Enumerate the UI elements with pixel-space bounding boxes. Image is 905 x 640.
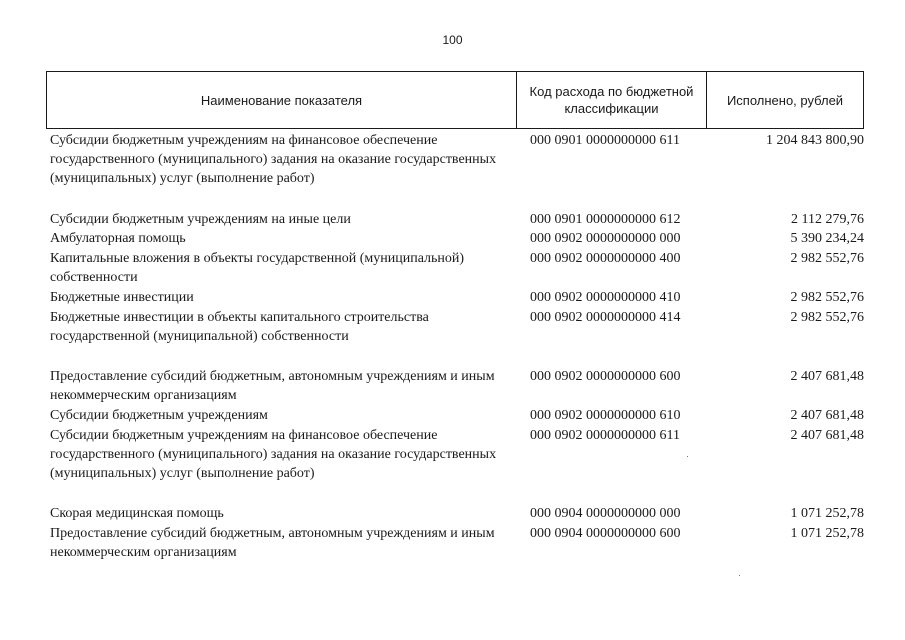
row-code: 000 0902 0000000000 414	[530, 310, 681, 325]
scan-speck	[687, 456, 688, 457]
row-amount: 1 204 843 800,90	[766, 133, 864, 148]
row-code: 000 0902 0000000000 610	[530, 408, 681, 423]
row-name: Бюджетные инвестиции в объекты капитального строительства государственной (муниципальной) собственности	[50, 310, 429, 344]
row-name: Скорая медицинская помощь	[50, 506, 224, 521]
row-amount: 2 982 552,76	[790, 290, 864, 305]
row-name: Амбулаторная помощь	[50, 231, 186, 246]
table-header	[46, 71, 864, 129]
row-code: 000 0902 0000000000 600	[530, 369, 681, 384]
row-code: 000 0901 0000000000 612	[530, 212, 681, 227]
row-amount: 1 071 252,78	[790, 526, 864, 541]
row-code: 000 0901 0000000000 611	[530, 133, 680, 148]
row-amount: 1 071 252,78	[790, 506, 864, 521]
row-amount: 2 407 681,48	[790, 428, 864, 443]
scan-speck	[739, 575, 740, 576]
row-name: Капитальные вложения в объекты государственной (муниципальной) собственности	[50, 251, 465, 285]
row-name: Субсидии бюджетным учреждениям на финансовое обеспечение государственного (муниципального) задания на оказание государственных (муниципальных) услуг (выполнение работ)	[50, 428, 497, 481]
row-code: 000 0902 0000000000 400	[530, 251, 681, 266]
row-amount: 2 982 552,76	[790, 310, 864, 325]
header-name: Наименование показателя	[47, 72, 517, 128]
row-name: Предоставление субсидий бюджетным, автономным учреждениям и иным некоммерческим организациям	[50, 369, 495, 403]
row-code: 000 0902 0000000000 611	[530, 428, 680, 443]
row-amount: 5 390 234,24	[790, 231, 864, 246]
row-name: Субсидии бюджетным учреждениям	[50, 408, 268, 423]
header-code: Код расхода по бюджетной классификации	[517, 72, 707, 128]
row-amount: 2 982 552,76	[790, 251, 864, 266]
page-number: 100	[442, 33, 463, 47]
row-name: Бюджетные инвестиции	[50, 290, 194, 305]
row-code: 000 0904 0000000000 000	[530, 506, 681, 521]
row-name: Предоставление субсидий бюджетным, автономным учреждениям и иным некоммерческим организациям	[50, 526, 495, 560]
row-name: Субсидии бюджетным учреждениям на финансовое обеспечение государственного (муниципального) задания на оказание государственных (муниципальных) услуг (выполнение работ)	[50, 133, 497, 186]
header-amount: Исполнено, рублей	[726, 92, 844, 108]
row-code: 000 0902 0000000000 410	[530, 290, 681, 305]
row-code: 000 0902 0000000000 000	[530, 231, 681, 246]
row-amount: 2 407 681,48	[790, 369, 864, 384]
row-code: 000 0904 0000000000 600	[530, 526, 681, 541]
row-amount: 2 112 279,76	[791, 212, 864, 227]
row-amount: 2 407 681,48	[790, 408, 864, 423]
row-name: Субсидии бюджетным учреждениям на иные цели	[50, 212, 351, 227]
